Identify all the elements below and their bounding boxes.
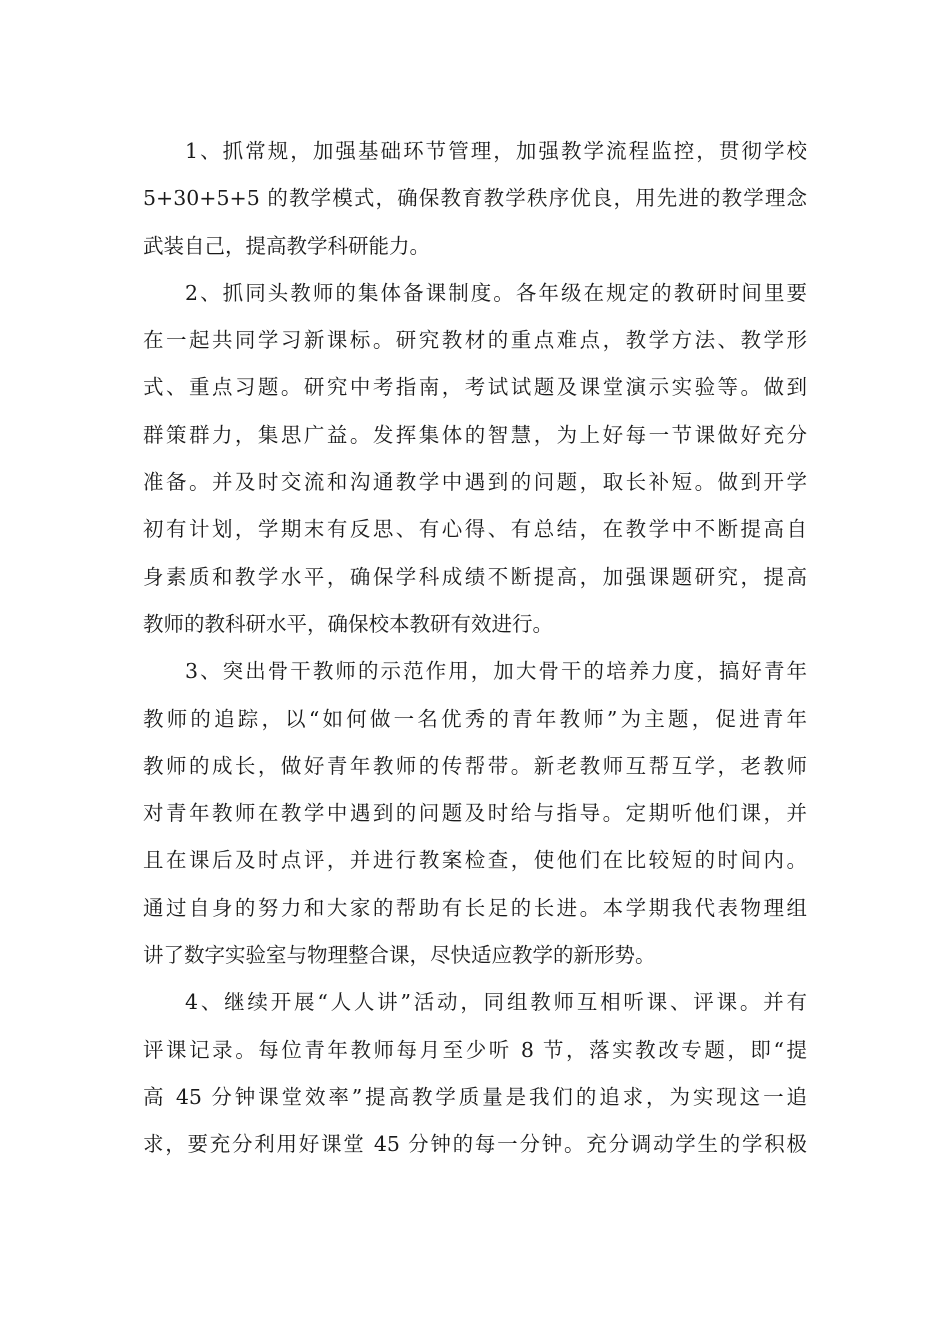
text-line: 教师的成长，做好青年教师的传帮带。新老教师互帮互学，老教师 bbox=[143, 753, 807, 778]
text-line: 且在课后及时点评，并进行教案检查，使他们在比较短的时间内。 bbox=[143, 848, 807, 873]
text-line: 群策群力，集思广益。发挥集体的智慧，为上好每一节课做好充分 bbox=[143, 422, 807, 447]
text-line: 5+30+5+5 的教学模式，确保教育教学秩序优良，用先进的教学理念 bbox=[143, 186, 807, 211]
text-line: 教师的追踪，以“如何做一名优秀的青年教师”为主题，促进青年 bbox=[143, 706, 807, 731]
text-line: 2、抓同头教师的集体备课制度。各年级在规定的教研时间里要 bbox=[185, 280, 807, 305]
text-line: 准备。并及时交流和沟通教学中遇到的问题，取长补短。做到开学 bbox=[143, 470, 807, 495]
text-line: 高 45 分钟课堂效率”提高教学质量是我们的追求，为实现这一追 bbox=[143, 1084, 807, 1109]
text-line: 4、继续开展“人人讲”活动，同组教师互相听课、评课。并有 bbox=[185, 990, 807, 1015]
text-line: 对青年教师在教学中遇到的问题及时给与指导。定期听他们课，并 bbox=[143, 801, 807, 826]
text-line: 在一起共同学习新课标。研究教材的重点难点，教学方法、教学形 bbox=[143, 328, 807, 353]
paragraph-2 bbox=[143, 270, 807, 648]
paragraph-4 bbox=[143, 979, 807, 1168]
text-line: 教师的教科研水平，确保校本教研有效进行。 bbox=[143, 611, 553, 636]
text-line: 1、抓常规，加强基础环节管理，加强教学流程监控，贯彻学校 bbox=[185, 139, 807, 163]
text-line: 武装自己，提高教学科研能力。 bbox=[143, 233, 430, 258]
paragraph-3 bbox=[143, 648, 807, 979]
paragraph-1 bbox=[143, 128, 807, 270]
text-line: 式、重点习题。研究中考指南，考试试题及课堂演示实验等。做到 bbox=[143, 375, 807, 400]
text-line: 初有计划，学期末有反思、有心得、有总结，在教学中不断提高自 bbox=[143, 517, 807, 542]
text-line: 3、突出骨干教师的示范作用，加大骨干的培养力度，搞好青年 bbox=[185, 659, 807, 684]
text-line: 通过自身的努力和大家的帮助有长足的长进。本学期我代表物理组 bbox=[143, 895, 807, 920]
document-page bbox=[143, 128, 807, 1169]
text-line: 讲了数字实验室与物理整合课，尽快适应教学的新形势。 bbox=[143, 943, 656, 968]
text-line: 求，要充分利用好课堂 45 分钟的每一分钟。充分调动学生的学积极 bbox=[143, 1132, 807, 1157]
text-line: 评课记录。每位青年教师每月至少听 8 节，落实教改专题，即“提 bbox=[143, 1037, 807, 1062]
text-line: 身素质和教学水平，确保学科成绩不断提高，加强课题研究，提高 bbox=[143, 564, 807, 589]
